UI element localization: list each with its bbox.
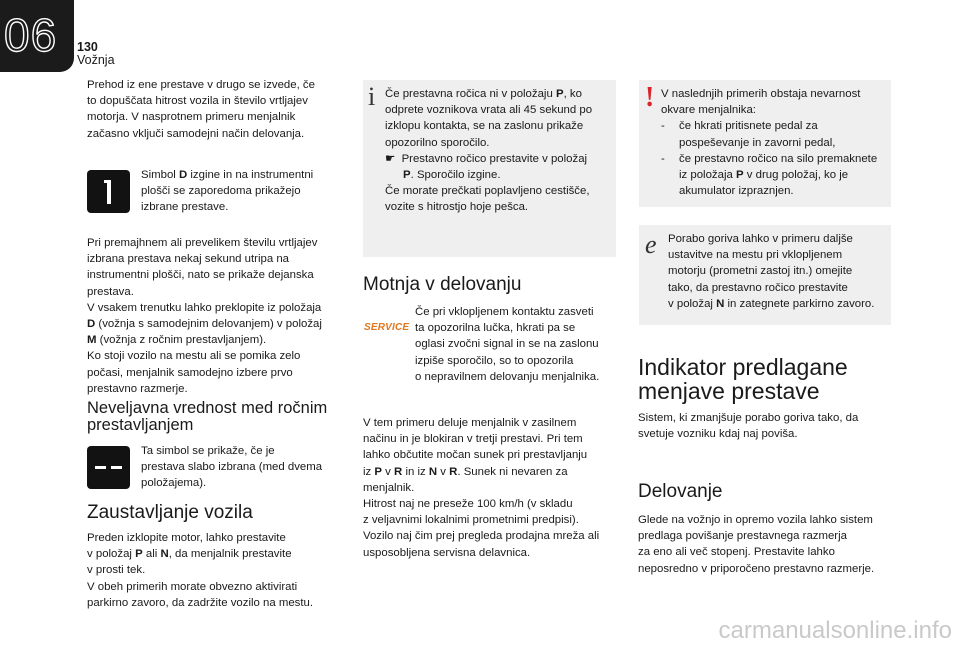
eco-text: Porabo goriva lahko v primeru daljše ustavitve na mestu pri vklopljenem motorju (prometni zastoj itn.) omejite tako, da prestavno ročico prestavite v položaj N in zategnete parkirno zavoro. [668,233,875,310]
paragraph-emergency-mode: V tem primeru deluje menjalnik v zasilnem načinu in je blokiran v tretji prestavi. Pri tem lahko občutite močan sunek pri prestavljanju iz P v R in iz N v R. Sunek ni nevaren za menjalnik. Hitrost naj ne preseže 100 km/h (v skladu z veljavnimi lokalnimi prometnimi predpisi). Vozilo naj čim prej pregleda prodajna mreža ali usposobljena servisna delavnica. [363,417,600,559]
section-name: Vožnja [77,53,115,67]
info-text: Če prestavna ročica ni v položaju P, ko odprete voznikova vrata ali 45 sekund po izklopu kontakta, se na zaslonu prikaže opozorilno sporočilo. ☛ Prestavno ročico prestavite v položaj P. Sporočilo izgine. Če morate prečkati poplavljeno cestišče, vozite s hitrostjo hoje pešca. [385,88,593,214]
arrow-icon: ☛ [385,152,396,165]
invalid-gear-icon [87,446,130,489]
paragraph-gear-change: Prehod iz ene prestave v drugo se izvede, če to dopuščata hitrost vozila in število vrtljajev motorja. V nasprotnem primeru menjalnik začasno vključi samodejni način delovanja. [87,79,315,140]
heading-gear-shift-indicator: Indikator predlagane menjave prestave [638,354,848,404]
warning-icon: ! [645,82,655,113]
paragraph-stopping: Preden izklopite motor, lahko prestavite v položaj P ali N, da menjalnik prestavite v prosti tek. V obeh primerih morate obvezno aktivirati parkirno zavoro, da zadržite vozilo na mestu. [87,532,314,609]
paragraph-malfunction: Če pri vklopljenem kontaktu zasveti ta opozorilna lučka, hkrati pa se oglasi zvočni signal in se na zaslonu izpiše sporočilo, so to opozorila o nepravilnem delovanju menjalnika. [415,306,600,383]
eco-leaf-icon: e [645,230,657,259]
paragraph-symbol-d: Simbol D izgine in na instrumentni plošči se zaporedoma prikažejo izbrane prestave. [141,169,314,214]
heading-malfunction: Motnja v delovanju [363,274,522,295]
heading-invalid-value: Neveljavna vrednost med ročnim prestavljanjem [87,399,328,434]
heading-operation: Delovanje [638,481,723,502]
paragraph-system: Sistem, ki zmanjšuje porabo goriva tako, da svetuje vozniku kdaj naj poviša. [638,412,859,441]
heading-stopping-vehicle: Zaustavljanje vozila [87,502,253,523]
chapter-tab [0,0,74,72]
paragraph-rpm: Pri premajhnem ali prevelikem številu vrtljajev izbrana prestava nekaj sekund utripa na instrumentni plošči, nato se prikaže dejanska prestava. V vsakem trenutku lahko preklopite iz položaja D (vožnja s samodejnim delovanjem) v položaj M (vožnja z ročnim prestavljanjem). Ko stoji vozilo na mestu ali se pomika zelo počasi, menjalnik samodejno izbere prvo prestavno razmerje. [87,237,322,395]
warning-text: V naslednjih primerih obstaja nevarnost okvare menjalnika: - če hkrati pritisnete pedal za pospeševanje in zavorni pedal, - če prestavno ročico na silo premaknete iz položaja P v drug položaj, ko je akumulator izpraznjen. [661,88,878,198]
chapter-number: 06 [4,9,58,61]
paragraph-operation: Glede na vožnjo in opremo vozila lahko sistem predlaga povišanje prestavnega razmerja za eno ali več stopenj. Prestavite lahko neposredno v priporočeno prestavno razmerje. [638,514,875,575]
service-warning-icon: SERVICE [364,322,410,333]
gear-indicator-icon [87,170,130,213]
info-icon: i [368,82,376,111]
page-number: 130 [77,40,98,54]
paragraph-invalid-symbol: Ta simbol se prikaže, če je prestava slabo izbrana (med dvema položajema). [141,445,323,490]
watermark: carmanualsonline.info [718,617,952,644]
